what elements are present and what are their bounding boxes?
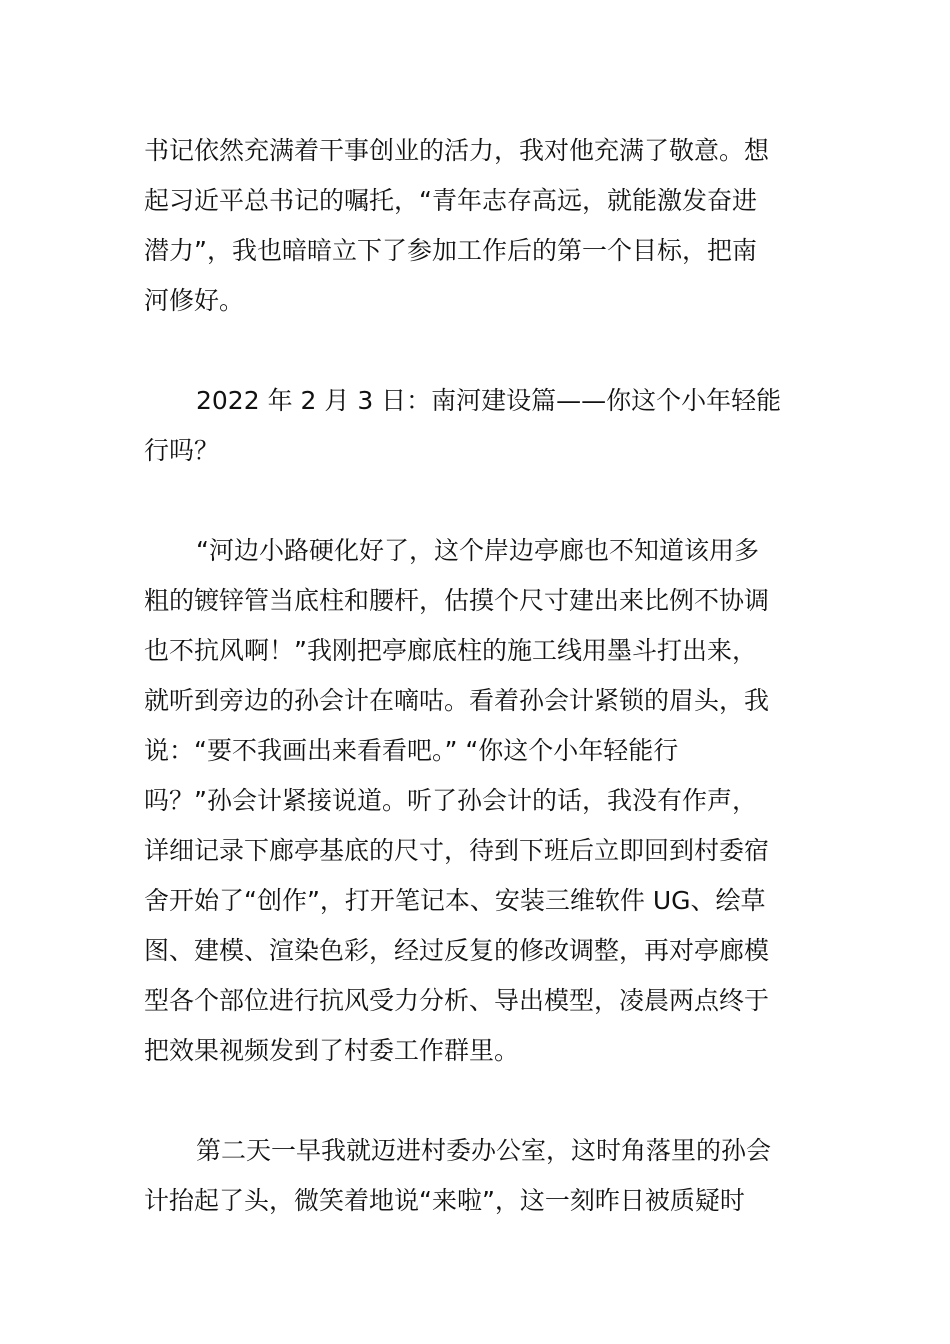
text-line: 图、建模、渲染色彩，经过反复的修改调整，再对亭廊模 [144, 936, 770, 965]
text-line: 2022 年 2 月 3 日：南河建设篇——你这个小年轻能 [196, 386, 782, 415]
paragraph-4 [144, 1126, 808, 1226]
document-body [144, 126, 808, 1226]
text-line: 吗？”孙会计紧接说道。听了孙会计的话，我没有作声， [144, 786, 757, 815]
text-line: 型各个部位进行抗风受力分析、导出模型，凌晨两点终于 [144, 986, 770, 1015]
text-line: 就听到旁边的孙会计在嘀咕。看着孙会计紧锁的眉头，我 [144, 686, 770, 715]
text-line: 计抬起了头，微笑着地说“来啦”，这一刻昨日被质疑时 [144, 1186, 745, 1215]
text-line: 第二天一早我就迈进村委办公室，这时角落里的孙会 [196, 1136, 772, 1165]
text-line: 详细记录下廊亭基底的尺寸，待到下班后立即回到村委宿 [144, 836, 770, 865]
text-line: 粗的镀锌管当底柱和腰杆，估摸个尺寸建出来比例不协调 [144, 586, 770, 615]
text-line: 也不抗风啊！”我刚把亭廊底柱的施工线用墨斗打出来， [144, 636, 757, 665]
text-line: 舍开始了“创作”，打开笔记本、安装三维软件 UG、绘草 [144, 886, 766, 915]
text-line: 起习近平总书记的嘱托，“青年志存高远，就能激发奋进 [144, 186, 757, 215]
text-line: 把效果视频发到了村委工作群里。 [144, 1036, 520, 1065]
text-line: 说：“要不我画出来看看吧。” “你这个小年轻能行 [144, 736, 679, 765]
text-line: “河边小路硬化好了，这个岸边亭廊也不知道该用多 [196, 536, 759, 565]
text-line: 潜力”，我也暗暗立下了参加工作后的第一个目标，把南 [144, 236, 757, 265]
paragraph-1 [144, 126, 808, 326]
text-line: 书记依然充满着干事创业的活力，我对他充满了敬意。想 [144, 136, 770, 165]
section-heading-paragraph [144, 376, 808, 476]
paragraph-3 [144, 526, 808, 1076]
text-line: 行吗？ [144, 436, 220, 465]
text-line: 河修好。 [144, 286, 245, 315]
